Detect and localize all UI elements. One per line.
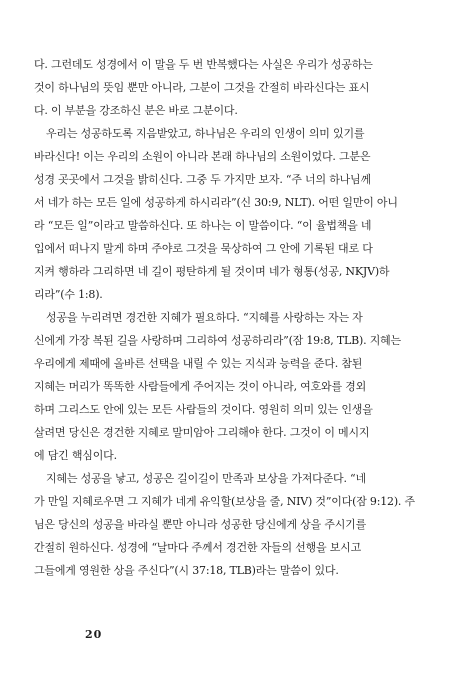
text-line: 바라신다! 이는 우리의 소원이 아니라 본래 하나님의 소원이었다. 그분은 (34, 150, 371, 163)
text-line: 것이 하나님의 뜻임 뿐만 아니라, 그분이 그것을 간절히 바라신다는 표시 (34, 81, 370, 94)
text-line: 신에게 가장 복된 길을 사랑하며 그리하여 성공하리라”(잠 19:8, TLB). 지혜는 (34, 334, 401, 347)
text-line: 입에서 떠나지 말게 하며 주야로 그것을 묵상하여 그 안에 기록된 대로 다 (34, 242, 373, 255)
body-text (34, 53, 438, 582)
text-line: 다. 이 부분을 강조하신 분은 바로 그분이다. (34, 104, 238, 117)
text-line: 에 담긴 핵심이다. (34, 449, 117, 462)
paragraph-3 (34, 306, 438, 467)
text-line: 하며 그리스도 안에 있는 모든 사람들의 것이다. 영원히 의미 있는 인생을 (34, 403, 373, 416)
text-line: 우리에게 제때에 올바른 선택을 내릴 수 있는 지식과 능력을 준다. 참된 (34, 357, 363, 370)
text-line: 가 만일 지혜로우면 그 지혜가 네게 유익할(보상을 줄, NIV) 것”이다(잠 9:12). 주 (34, 495, 415, 508)
text-line: 지혜는 성공을 낳고, 성공은 길이길이 만족과 보상을 가져다준다. “네 (46, 472, 366, 485)
text-line: 서 네가 하는 모든 일에 성공하게 하시리라”(신 30:9, NLT). 어떤 일만이 아니 (34, 196, 398, 209)
text-line: 살려면 당신은 경건한 지혜로 말미암아 그리해야 한다. 그것이 이 메시지 (34, 426, 370, 439)
text-line: 성경 곳곳에서 그것을 밝히신다. 그중 두 가지만 보자. “주 너의 하나님께 (34, 173, 371, 186)
text-line: 간절히 원하신다. 성경에 “날마다 주께서 경건한 자들의 선행을 보시고 (34, 541, 362, 554)
text-line: 리라”(수 1:8). (34, 288, 103, 301)
text-line: 그들에게 영원한 상을 주신다”(시 37:18, TLB)라는 말씀이 있다. (34, 564, 339, 577)
paragraph-1 (34, 53, 438, 122)
text-line: 다. 그런데도 성경에서 이 말을 두 번 반복했다는 사실은 우리가 성공하는 (34, 58, 373, 71)
text-line: 성공을 누리려면 경건한 지혜가 필요하다. “지혜를 사랑하는 자는 자 (46, 311, 363, 324)
paragraph-2 (34, 122, 438, 306)
page-number: 20 (85, 628, 103, 641)
text-line: 우리는 성공하도록 지음받았고, 하나님은 우리의 인생이 의미 있기를 (46, 127, 365, 140)
text-line: 라 “모든 일”이라고 말씀하신다. 또 하나는 이 말씀이다. “이 율법책을 네 (34, 219, 372, 232)
text-line: 지켜 행하라 그리하면 네 길이 평탄하게 될 것이며 네가 형통(성공, NKJV)하 (34, 265, 390, 278)
text-line: 지혜는 머리가 똑똑한 사람들에게 주어지는 것이 아니라, 여호와를 경외 (34, 380, 367, 393)
text-line: 님은 당신의 성공을 바라실 뿐만 아니라 성공한 당신에게 상을 주시기를 (34, 518, 367, 531)
paragraph-4 (34, 467, 438, 582)
